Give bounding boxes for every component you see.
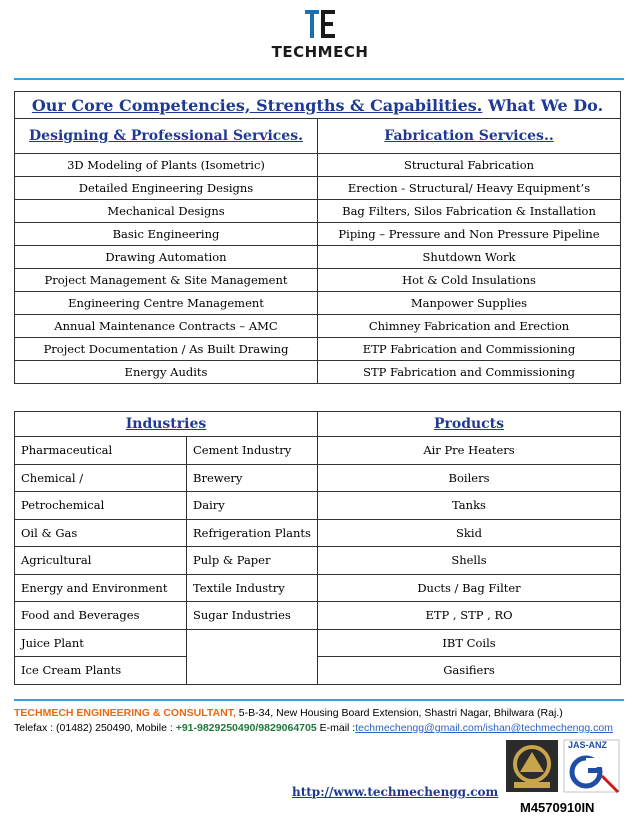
industries-products-table	[14, 411, 621, 685]
competency-row	[15, 246, 621, 269]
competency-row	[15, 361, 621, 384]
industry-cell: Sugar Industries	[187, 602, 318, 630]
footer-contact-line: Telefax : (01482) 250490, Mobile : +91-9829250490/9829064705 E-mail :techmechengg@gmail.com/ishan@techmechengg.com	[14, 722, 613, 734]
industry-cell: Chemical /	[15, 464, 187, 492]
competency-row	[15, 269, 621, 292]
company-name: TECHMECH ENGINEERING & CONSULTANT,	[14, 707, 236, 719]
product-cell: Tanks	[318, 492, 621, 520]
designing-services-heading: Designing & Professional Services.	[15, 119, 318, 154]
iso-certification-badge	[506, 740, 558, 792]
product-cell: IBT Coils	[318, 629, 621, 657]
industry-cell: Dairy	[187, 492, 318, 520]
industry-row	[15, 602, 621, 630]
product-cell: Skid	[318, 519, 621, 547]
designing-service-cell: Basic Engineering	[15, 223, 318, 246]
designing-service-cell: Engineering Centre Management	[15, 292, 318, 315]
industry-cell: Brewery	[187, 464, 318, 492]
fabrication-service-cell: Chimney Fabrication and Erection	[318, 315, 621, 338]
industry-cell: Food and Beverages	[15, 602, 187, 630]
designing-service-cell: Drawing Automation	[15, 246, 318, 269]
competency-row	[15, 315, 621, 338]
fabrication-services-heading: Fabrication Services..	[318, 119, 621, 154]
empty-industry-cell	[187, 629, 318, 684]
industry-row	[15, 547, 621, 575]
company-logo	[270, 8, 370, 66]
designing-service-cell: Detailed Engineering Designs	[15, 177, 318, 200]
industry-cell: Ice Cream Plants	[15, 657, 187, 685]
industry-cell: Cement Industry	[187, 437, 318, 465]
header-divider	[14, 78, 624, 80]
industry-cell: Energy and Environment	[15, 574, 187, 602]
fabrication-service-cell: Structural Fabrication	[318, 154, 621, 177]
logo-text: TECHMECH	[271, 43, 369, 61]
industry-cell: Refrigeration Plants	[187, 519, 318, 547]
mobile-numbers: +91-9829250490/9829064705	[175, 722, 317, 734]
industry-cell: Oil & Gas	[15, 519, 187, 547]
product-cell: Boilers	[318, 464, 621, 492]
company-address: 5-B-34, New Housing Board Extension, Shastri Nagar, Bhilwara (Raj.)	[235, 707, 563, 719]
designing-service-cell: 3D Modeling of Plants (Isometric)	[15, 154, 318, 177]
industry-cell: Petrochemical	[15, 492, 187, 520]
fabrication-service-cell: Hot & Cold Insulations	[318, 269, 621, 292]
competencies-table	[14, 91, 621, 384]
industry-row	[15, 519, 621, 547]
product-cell: Gasifiers	[318, 657, 621, 685]
competency-row	[15, 338, 621, 361]
jas-anz-label: JAS-ANZ	[568, 740, 608, 750]
competency-row	[15, 200, 621, 223]
products-heading: Products	[318, 412, 621, 437]
competency-row	[15, 223, 621, 246]
designing-service-cell: Project Documentation / As Built Drawing	[15, 338, 318, 361]
fabrication-service-cell: Bag Filters, Silos Fabrication & Installation	[318, 200, 621, 223]
competency-row	[15, 292, 621, 315]
competency-row	[15, 177, 621, 200]
designing-service-cell: Mechanical Designs	[15, 200, 318, 223]
fabrication-service-cell: STP Fabrication and Commissioning	[318, 361, 621, 384]
fabrication-service-cell: Piping – Pressure and Non Pressure Pipeline	[318, 223, 621, 246]
industry-row	[15, 464, 621, 492]
industry-row	[15, 492, 621, 520]
industry-row	[15, 629, 621, 657]
industry-cell: Pharmaceutical	[15, 437, 187, 465]
industry-cell: Agricultural	[15, 547, 187, 575]
fabrication-service-cell: Erection - Structural/ Heavy Equipment’s	[318, 177, 621, 200]
designing-service-cell: Project Management & Site Management	[15, 269, 318, 292]
footer-address-line	[14, 707, 563, 719]
website-link[interactable]: http://www.techmechengg.com	[292, 785, 499, 799]
competency-row	[15, 154, 621, 177]
industries-heading: Industries	[15, 412, 318, 437]
product-cell: Ducts / Bag Filter	[318, 574, 621, 602]
product-cell: Air Pre Heaters	[318, 437, 621, 465]
industry-cell: Textile Industry	[187, 574, 318, 602]
industry-cell: Pulp & Paper	[187, 547, 318, 575]
fabrication-service-cell: Shutdown Work	[318, 246, 621, 269]
competencies-title: Our Core Competencies, Strengths & Capabilities. What We Do.	[15, 92, 621, 119]
email-link[interactable]: techmechengg@gmail.com/ishan@techmechengg.com	[355, 722, 613, 734]
industry-row	[15, 657, 621, 685]
certification-badges	[506, 738, 621, 796]
designing-service-cell: Energy Audits	[15, 361, 318, 384]
fabrication-service-cell: ETP Fabrication and Commissioning	[318, 338, 621, 361]
product-cell: Shells	[318, 547, 621, 575]
footer-divider	[14, 699, 624, 701]
industry-row	[15, 574, 621, 602]
industry-row	[15, 437, 621, 465]
designing-service-cell: Annual Maintenance Contracts – AMC	[15, 315, 318, 338]
product-cell: ETP , STP , RO	[318, 602, 621, 630]
industry-cell: Juice Plant	[15, 629, 187, 657]
techmech-emblem-icon	[303, 8, 337, 42]
certificate-number: M4570910IN	[520, 800, 595, 815]
fabrication-service-cell: Manpower Supplies	[318, 292, 621, 315]
